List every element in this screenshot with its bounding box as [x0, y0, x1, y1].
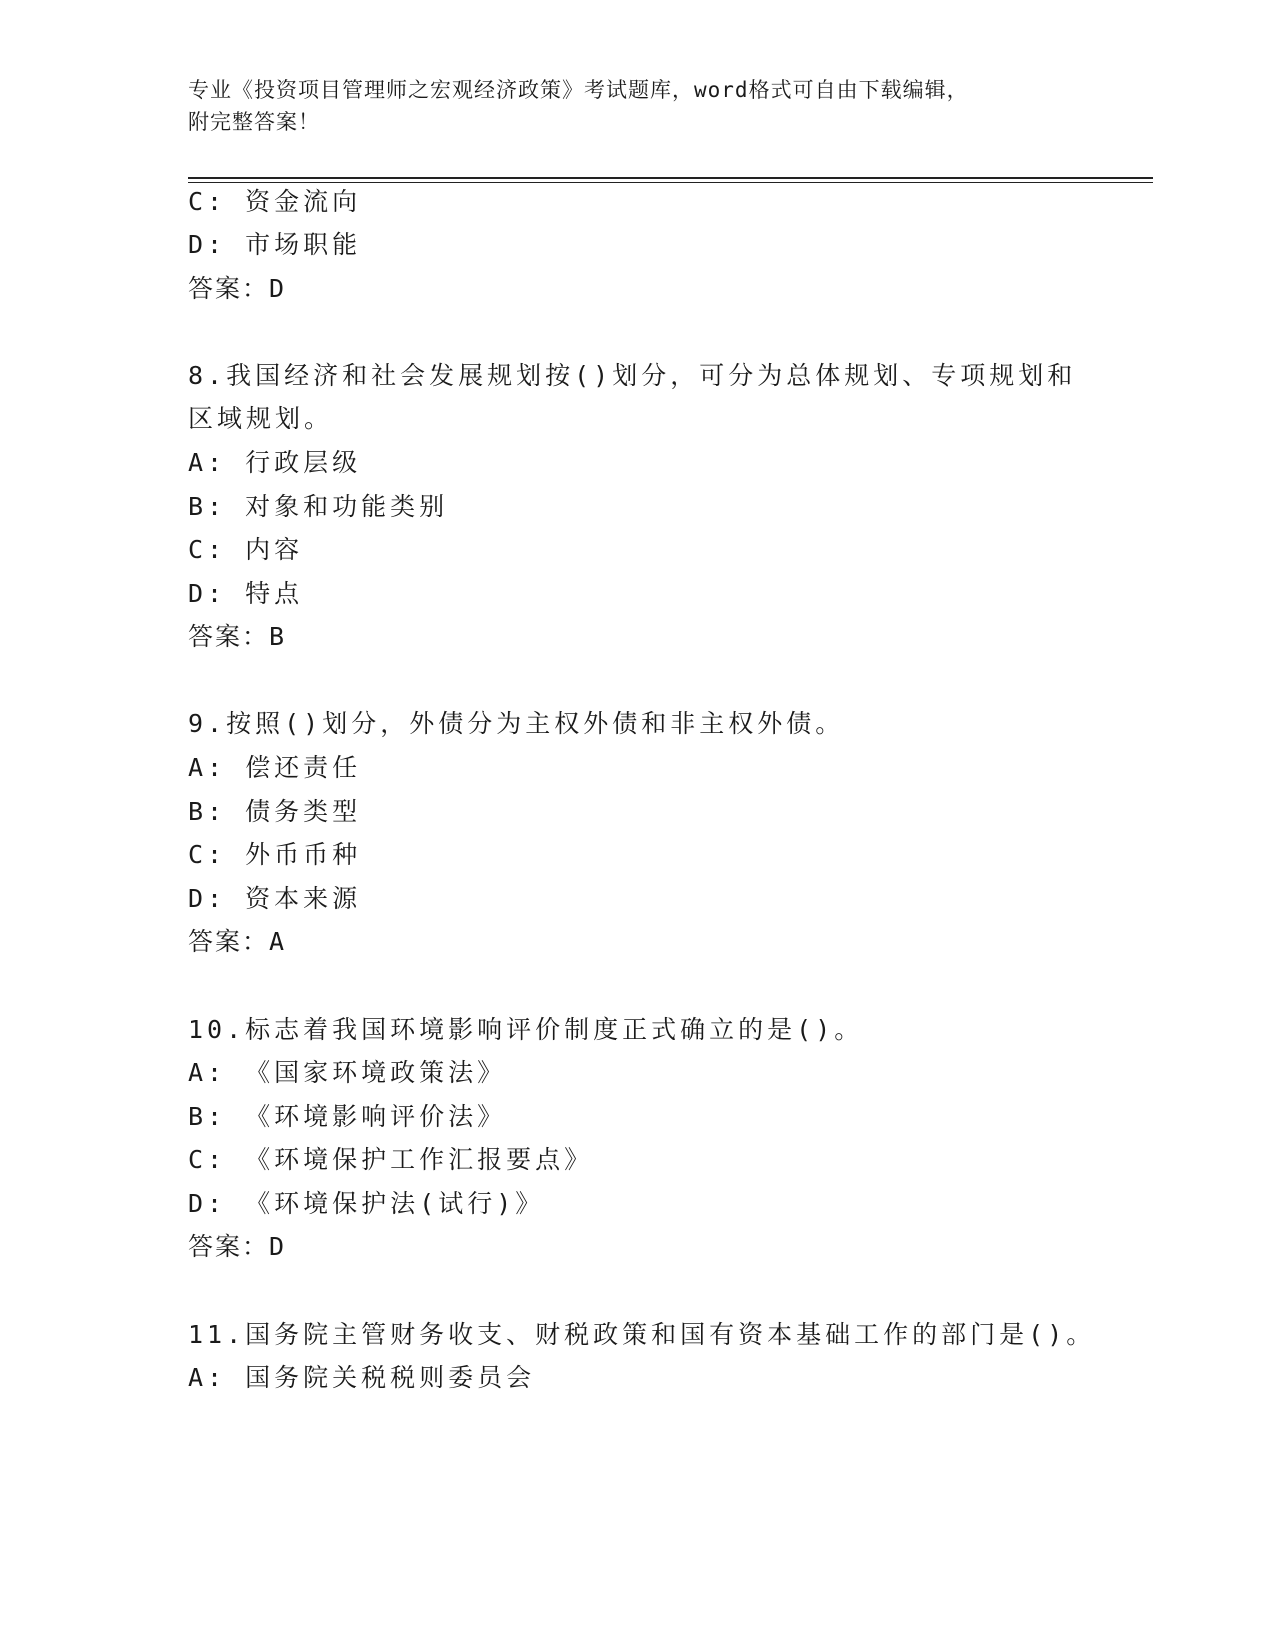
- question-8-stem-line-1: 8.我国经济和社会发展规划按()划分，可分为总体规划、专项规划和: [188, 361, 1077, 390]
- question-8-stem-line-2: 区域规划。: [188, 404, 334, 433]
- question-8-answer: 答案：B: [188, 622, 287, 651]
- question-9-stem-line-1: 9.按照()划分，外债分为主权外债和非主权外债。: [188, 709, 845, 738]
- document-header: [188, 74, 1088, 138]
- question-9-answer: 答案：A: [188, 927, 287, 956]
- question-8-option-d: D: 特点: [188, 579, 304, 608]
- question-10-option-c: C: 《环境保护工作汇报要点》: [188, 1145, 594, 1174]
- header-line-1: 专业《投资项目管理师之宏观经济政策》考试题库，word格式可自由下载编辑，: [188, 78, 969, 102]
- question-9-option-a: A: 偿还责任: [188, 753, 362, 782]
- question-10-option-d: D: 《环境保护法(试行)》: [188, 1189, 545, 1218]
- question-10-stem-line-1: 10.标志着我国环境影响评价制度正式确立的是()。: [188, 1015, 864, 1044]
- question-9-option-d: D: 资本来源: [188, 884, 362, 913]
- prev-option-c: C: 资金流向: [188, 187, 362, 216]
- prev-answer: 答案：D: [188, 274, 287, 303]
- question-10-option-b: B: 《环境影响评价法》: [188, 1102, 507, 1131]
- header-line-2: 附完整答案！: [188, 110, 320, 134]
- question-10-option-a: A: 《国家环境政策法》: [188, 1058, 507, 1087]
- question-8-option-c: C: 内容: [188, 535, 304, 564]
- header-divider: [188, 177, 1153, 183]
- question-9-option-b: B: 债务类型: [188, 797, 362, 826]
- question-9-option-c: C: 外币币种: [188, 840, 362, 869]
- prev-option-d: D: 市场职能: [188, 230, 362, 259]
- question-11-option-a: A: 国务院关税税则委员会: [188, 1363, 536, 1392]
- question-11-stem-line-1: 11.国务院主管财务收支、财税政策和国有资本基础工作的部门是()。: [188, 1320, 1096, 1349]
- question-10-answer: 答案：D: [188, 1232, 287, 1261]
- question-8-option-a: A: 行政层级: [188, 448, 362, 477]
- question-8-option-b: B: 对象和功能类别: [188, 492, 449, 521]
